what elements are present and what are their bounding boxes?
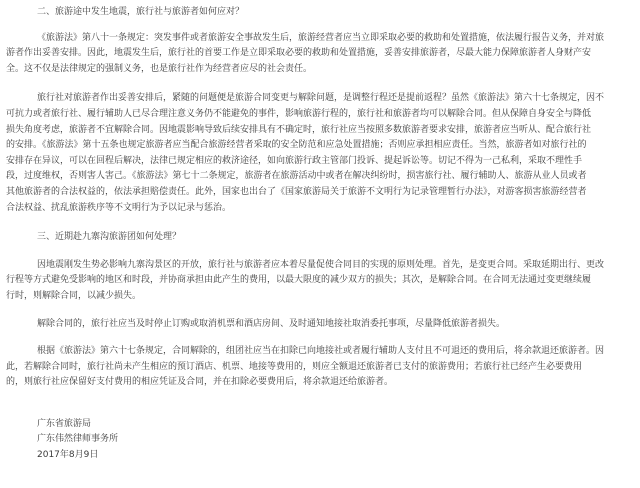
paragraph (6, 91, 634, 216)
signature-block (6, 417, 634, 464)
paragraph-line: 行时，则解除合同，以减少损失。 (6, 290, 142, 301)
paragraph-line: 游者作出妥善安排。因此，地震发生后，旅行社的首要工作是立即采取必要的救助和处置措施，妥善安排旅游者，尽最大能力保障旅游者人身财产安 (6, 48, 592, 59)
signature-date: 2017年8月9日 (37, 450, 99, 461)
paragraph-line: 其他旅游者的合法权益的，依法承担赔偿责任。此外，国家也出台了《国家旅游局关于旅游不文明行为记录管理暂行办法》，对游客损害旅游经营者 (6, 186, 587, 197)
paragraph-line: 旅行社对旅游者作出妥善安排后，紧随的问题便是旅游合同变更与解除问题，是调整行程还是提前返程？虽然《旅游法》第六十七条规定，因不 (37, 93, 605, 104)
section-heading-2: 二、旅游途中发生地震，旅行社与旅游者如何应对？ (37, 7, 245, 17)
paragraph (6, 344, 634, 391)
paragraph (6, 258, 634, 305)
paragraph-line: 此，若解除合同时，旅行社尚未产生相应的预订酒店、机票、地接等费用的，则应全额退还旅游者已支付的旅游费用；若旅行社已经产生必要费用 (6, 361, 583, 372)
paragraph (6, 317, 634, 333)
paragraph (6, 31, 634, 78)
paragraph-line: 的，则旅行社应保留好支付费用的相应凭证及合同，并在扣除必要费用后，将余款退还给旅游者。 (6, 377, 394, 388)
paragraph-line: 损失角度考虑，旅游者不宜解除合同。因地震影响导致后续安排具有不确定时，旅行社应当按照多数旅游者要求安排，旅游者应当听从、配合旅行社 (6, 124, 592, 135)
paragraph-line: 解除合同的，旅行社应当及时停止订购或取消机票和酒店房间、及时通知地接社取消委托事项，尽量降低旅游者损失。 (37, 318, 506, 329)
signature-organization: 广东省旅游局 (37, 418, 92, 429)
paragraph-line: 全。这不仅是法律规定的强制义务，也是旅行社作为经营者应尽的社会责任。 (6, 63, 313, 74)
section-heading-3: 三、近期赴九寨沟旅游团如何处理？ (37, 232, 182, 243)
paragraph-line: 的安排。《旅游法》第十五条也规定旅游者应当配合旅游经营者采取的安全防范和应急处置措施；否则应承担相应责任。当然，旅游者如对旅行社的 (6, 140, 587, 151)
paragraph-line: 《旅游法》第八十一条规定：突发事件或者旅游安全事故发生后，旅游经营者应当立即采取必要的救助和处置措施，依法履行报告义务，并对旅 (37, 32, 605, 43)
paragraph-line: 行程等方式避免受影响的地区和时段，并协商承担由此产生的费用，以最大限度的减少双方的损失；其次，是解除合同。在合同无法通过变更继续履 (6, 275, 592, 286)
paragraph-line: 可抗力或者旅行社、履行辅助人已尽合理注意义务仍不能避免的事件，影响旅游行程的，旅行社和旅游者均可以解除合同。但从保障自身安全与降低 (6, 108, 592, 119)
paragraph-line: 安排存在异议，可以在回程后解决，法律已规定相应的救济途径，如向旅游行政主管部门投诉、提起诉讼等。切记不得为一己私利，采取不理性手 (6, 155, 583, 166)
paragraph-line: 根据《旅游法》第六十七条规定，合同解除的，组团社应当在扣除已向地接社或者履行辅助人支付且不可退还的费用后，将余款退还旅游者。因 (37, 346, 605, 357)
paragraph-line: 合法权益、扰乱旅游秩序等不文明行为予以记录与惩治。 (6, 202, 232, 213)
signature-law-firm: 广东伟然律师事务所 (37, 434, 119, 445)
paragraph-line: 因地震刚发生势必影响九寨沟景区的开放，旅行社与旅游者应本着尽量促使合同目的实现的原则处理。首先，是变更合同。采取延期出行、更改 (37, 259, 605, 270)
paragraph-line: 段，过度维权，否则害人害己。《旅游法》第七十二条规定，旅游者在旅游活动中或者在解决纠纷时，损害旅行社、履行辅助人、旅游从业人员或者 (6, 171, 587, 182)
